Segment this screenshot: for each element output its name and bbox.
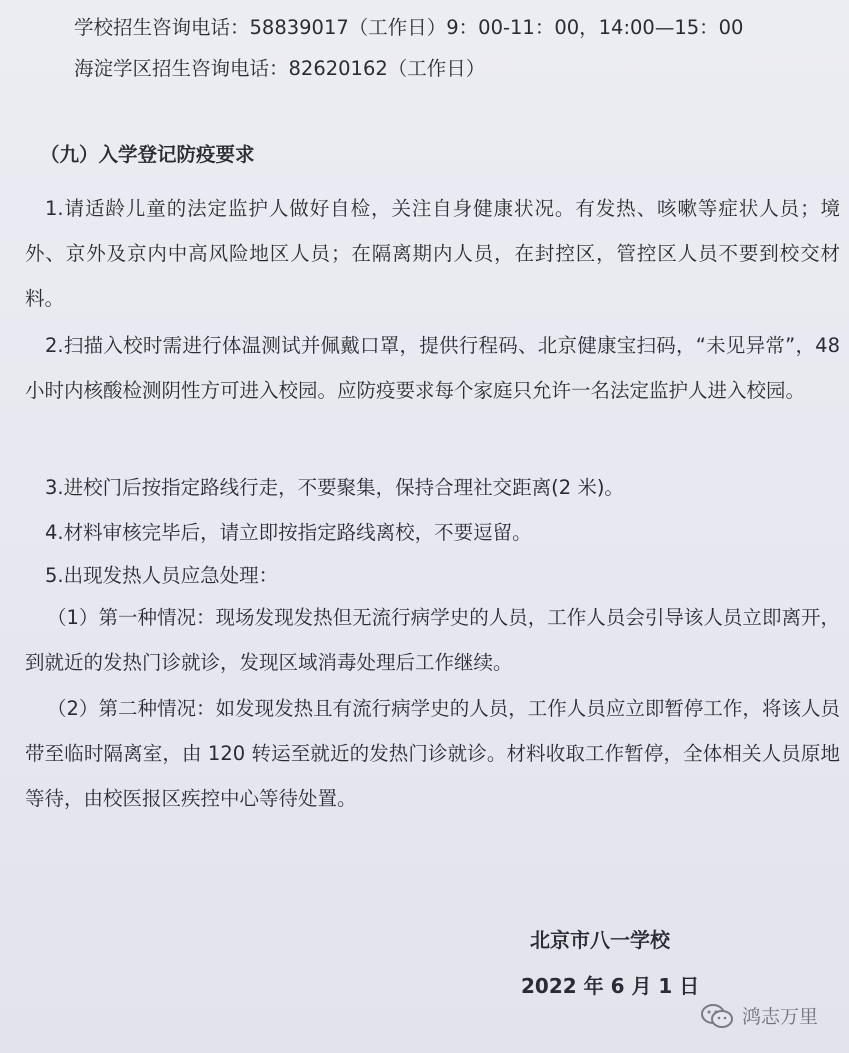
paragraph-1: 1.请适龄儿童的法定监护人做好自检，关注自身健康状况。有发热、咳嗽等症状人员；境外、京外及京内中高风险地区人员；在隔离期内人员，在封控区，管控区人员不要到校交材料。 xyxy=(25,197,840,310)
watermark-text: 鸿志万里 xyxy=(742,1006,819,1028)
paragraph-5-1: （1）第一种情况：现场发现发热但无流行病学史的人员，工作人员会引导该人员立即离开，到就近的发热门诊就诊，发现区域消毒处理后工作继续。 xyxy=(25,606,840,674)
paragraph-5: 5.出现发热人员应急处理： xyxy=(45,564,279,587)
section-heading: （九）入学登记防疫要求 xyxy=(40,143,255,166)
paragraph-4: 4.材料审核完毕后，请立即按指定路线离校，不要逗留。 xyxy=(45,521,532,544)
paragraph-3: 3.进校门后按指定路线行走，不要聚集，保持合理社交距离(2 米)。 xyxy=(45,476,624,499)
school-phone-line: 学校招生咨询电话：58839017（工作日）9：00-11：00，14:00—15：00 xyxy=(74,16,744,39)
signature-school: 北京市八一学校 xyxy=(530,928,670,952)
paragraph-5-2: （2）第二种情况：如发现发热且有流行病学史的人员，工作人员应立即暂停工作，将该人员带至临时隔离室，由 120 转运至就近的发热门诊就诊。材料收取工作暂停，全体相关人员原地等待，由校医报区疾控中心等待处置。 xyxy=(25,697,840,810)
district-phone-line: 海淀学区招生咨询电话：82620162（工作日） xyxy=(74,57,486,80)
signature-date: 2022 年 6 月 1 日 xyxy=(521,974,700,998)
paragraph-2: 2.扫描入校时需进行体温测试并佩戴口罩，提供行程码、北京健康宝扫码，“未见异常”，48 小时内核酸检测阴性方可进入校园。应防疫要求每个家庭只允许一名法定监护人进入校园。 xyxy=(25,334,840,402)
watermark xyxy=(700,1002,818,1029)
wechat-icon xyxy=(700,1003,734,1029)
